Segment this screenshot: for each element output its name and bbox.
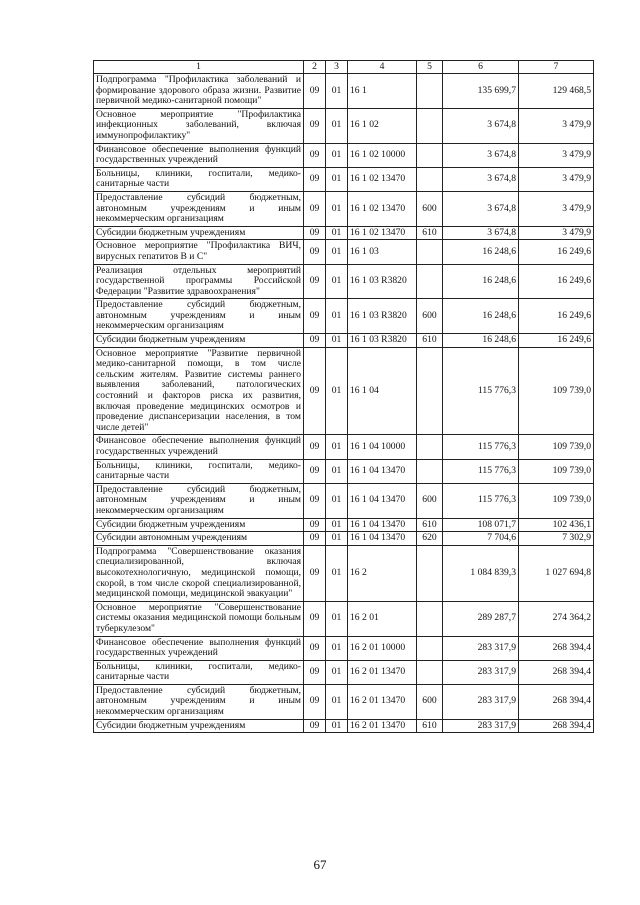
header-cell: 2 bbox=[304, 61, 326, 74]
target-article-cell: 16 1 bbox=[348, 74, 417, 109]
target-article-cell: 16 1 04 13470 bbox=[348, 518, 417, 532]
section-code-cell: 09 bbox=[304, 636, 326, 660]
amount-col7-cell: 16 249,6 bbox=[519, 299, 594, 334]
table-row bbox=[94, 334, 594, 348]
target-article-cell: 16 1 02 13470 bbox=[348, 226, 417, 240]
item-name-cell: Основное мероприятие "Совершенствование системы оказания медицинской помощи больным туберкулезом" bbox=[94, 601, 304, 636]
table-row bbox=[94, 435, 594, 459]
expense-type-cell bbox=[417, 459, 443, 483]
header-cell: 3 bbox=[326, 61, 348, 74]
table-row bbox=[94, 483, 594, 518]
item-name-cell: Предоставление субсидий бюджетным, автономным учреждениям и иным некоммерческим организациям bbox=[94, 684, 304, 719]
page-number: 67 bbox=[313, 857, 327, 872]
amount-col7-cell: 3 479,9 bbox=[519, 108, 594, 143]
header-row bbox=[94, 61, 594, 74]
expense-type-cell bbox=[417, 108, 443, 143]
table-row bbox=[94, 660, 594, 684]
amount-col7-cell: 109 739,0 bbox=[519, 483, 594, 518]
amount-col7-cell: 16 249,6 bbox=[519, 334, 594, 348]
section-code-cell: 09 bbox=[304, 684, 326, 719]
amount-col6-cell: 7 704,6 bbox=[443, 532, 519, 546]
expense-type-cell: 600 bbox=[417, 684, 443, 719]
amount-col6-cell: 16 248,6 bbox=[443, 299, 519, 334]
subsection-code-cell: 01 bbox=[326, 226, 348, 240]
amount-col7-cell: 109 739,0 bbox=[519, 347, 594, 435]
subsection-code-cell: 01 bbox=[326, 191, 348, 226]
section-code-cell: 09 bbox=[304, 264, 326, 299]
amount-col7-cell: 109 739,0 bbox=[519, 459, 594, 483]
subsection-code-cell: 01 bbox=[326, 660, 348, 684]
target-article-cell: 16 2 bbox=[348, 545, 417, 601]
expense-type-cell bbox=[417, 74, 443, 109]
item-name-cell: Больницы, клиники, госпитали, медико-санитарные части bbox=[94, 660, 304, 684]
section-code-cell: 09 bbox=[304, 74, 326, 109]
amount-col6-cell: 16 248,6 bbox=[443, 334, 519, 348]
target-article-cell: 16 2 01 13470 bbox=[348, 684, 417, 719]
table-row bbox=[94, 459, 594, 483]
amount-col7-cell: 3 479,9 bbox=[519, 191, 594, 226]
header-cell: 7 bbox=[519, 61, 594, 74]
target-article-cell: 16 2 01 10000 bbox=[348, 636, 417, 660]
subsection-code-cell: 01 bbox=[326, 108, 348, 143]
header-cell: 1 bbox=[94, 61, 304, 74]
subsection-code-cell: 01 bbox=[326, 240, 348, 264]
section-code-cell: 09 bbox=[304, 143, 326, 167]
amount-col6-cell: 108 071,7 bbox=[443, 518, 519, 532]
budget-table bbox=[93, 60, 594, 733]
subsection-code-cell: 01 bbox=[326, 518, 348, 532]
item-name-cell: Основное мероприятие "Профилактика ВИЧ, вирусных гепатитов В и С" bbox=[94, 240, 304, 264]
table-row bbox=[94, 108, 594, 143]
subsection-code-cell: 01 bbox=[326, 532, 348, 546]
section-code-cell: 09 bbox=[304, 435, 326, 459]
expense-type-cell: 600 bbox=[417, 191, 443, 226]
target-article-cell: 16 1 04 10000 bbox=[348, 435, 417, 459]
table-row bbox=[94, 636, 594, 660]
target-article-cell: 16 1 02 10000 bbox=[348, 143, 417, 167]
table-row bbox=[94, 167, 594, 191]
section-code-cell: 09 bbox=[304, 167, 326, 191]
item-name-cell: Подпрограмма "Совершенствование оказания специализированной, включая высокотехнологичную, медицинской помощи, скорой, в том числе скорой специализированной, медицинской помощи, медицинской эвакуации" bbox=[94, 545, 304, 601]
expense-type-cell bbox=[417, 143, 443, 167]
target-article-cell: 16 1 02 13470 bbox=[348, 191, 417, 226]
amount-col7-cell: 16 249,6 bbox=[519, 240, 594, 264]
item-name-cell: Основное мероприятие "Профилактика инфекционных заболеваний, включая иммунопрофилактику" bbox=[94, 108, 304, 143]
item-name-cell: Подпрограмма "Профилактика заболеваний и формирование здорового образа жизни. Развитие первичной медико-санитарной помощи" bbox=[94, 74, 304, 109]
section-code-cell: 09 bbox=[304, 226, 326, 240]
amount-col6-cell: 3 674,8 bbox=[443, 143, 519, 167]
target-article-cell: 16 1 02 13470 bbox=[348, 167, 417, 191]
expense-type-cell bbox=[417, 167, 443, 191]
section-code-cell: 09 bbox=[304, 191, 326, 226]
expense-type-cell bbox=[417, 636, 443, 660]
table-row bbox=[94, 518, 594, 532]
section-code-cell: 09 bbox=[304, 518, 326, 532]
subsection-code-cell: 01 bbox=[326, 545, 348, 601]
table-row bbox=[94, 347, 594, 435]
target-article-cell: 16 1 03 R3820 bbox=[348, 334, 417, 348]
table-row bbox=[94, 719, 594, 733]
expense-type-cell bbox=[417, 601, 443, 636]
expense-type-cell: 620 bbox=[417, 532, 443, 546]
amount-col7-cell: 1 027 694,8 bbox=[519, 545, 594, 601]
amount-col7-cell: 268 394,4 bbox=[519, 636, 594, 660]
section-code-cell: 09 bbox=[304, 545, 326, 601]
expense-type-cell bbox=[417, 347, 443, 435]
target-article-cell: 16 1 04 13470 bbox=[348, 532, 417, 546]
table-row bbox=[94, 143, 594, 167]
amount-col6-cell: 3 674,8 bbox=[443, 167, 519, 191]
expense-type-cell bbox=[417, 240, 443, 264]
table-row bbox=[94, 191, 594, 226]
amount-col6-cell: 1 084 839,3 bbox=[443, 545, 519, 601]
header-cell: 6 bbox=[443, 61, 519, 74]
subsection-code-cell: 01 bbox=[326, 347, 348, 435]
amount-col7-cell: 274 364,2 bbox=[519, 601, 594, 636]
expense-type-cell: 610 bbox=[417, 719, 443, 733]
amount-col7-cell: 3 479,9 bbox=[519, 226, 594, 240]
target-article-cell: 16 1 03 bbox=[348, 240, 417, 264]
subsection-code-cell: 01 bbox=[326, 264, 348, 299]
amount-col7-cell: 3 479,9 bbox=[519, 167, 594, 191]
amount-col7-cell: 102 436,1 bbox=[519, 518, 594, 532]
expense-type-cell bbox=[417, 660, 443, 684]
amount-col6-cell: 289 287,7 bbox=[443, 601, 519, 636]
target-article-cell: 16 2 01 bbox=[348, 601, 417, 636]
table-row bbox=[94, 299, 594, 334]
table-row bbox=[94, 601, 594, 636]
target-article-cell: 16 1 04 13470 bbox=[348, 459, 417, 483]
amount-col6-cell: 283 317,9 bbox=[443, 636, 519, 660]
amount-col7-cell: 16 249,6 bbox=[519, 264, 594, 299]
section-code-cell: 09 bbox=[304, 299, 326, 334]
table-row bbox=[94, 532, 594, 546]
item-name-cell: Основное мероприятие "Развитие первичной медико-санитарной помощи, в том числе сельским жителям. Развитие системы раннего выявления заболеваний, патологических состояний и факторов риска их развития, включая проведение медицинских осмотров и проведение диспансеризации населения, в том числе детей" bbox=[94, 347, 304, 435]
item-name-cell: Предоставление субсидий бюджетным, автономным учреждениям и иным некоммерческим организациям bbox=[94, 483, 304, 518]
amount-col6-cell: 3 674,8 bbox=[443, 226, 519, 240]
section-code-cell: 09 bbox=[304, 601, 326, 636]
amount-col6-cell: 283 317,9 bbox=[443, 719, 519, 733]
target-article-cell: 16 1 04 bbox=[348, 347, 417, 435]
amount-col6-cell: 135 699,7 bbox=[443, 74, 519, 109]
expense-type-cell: 610 bbox=[417, 518, 443, 532]
item-name-cell: Субсидии бюджетным учреждениям bbox=[94, 226, 304, 240]
amount-col6-cell: 115 776,3 bbox=[443, 483, 519, 518]
section-code-cell: 09 bbox=[304, 719, 326, 733]
amount-col6-cell: 283 317,9 bbox=[443, 684, 519, 719]
expense-type-cell bbox=[417, 264, 443, 299]
target-article-cell: 16 2 01 13470 bbox=[348, 719, 417, 733]
section-code-cell: 09 bbox=[304, 240, 326, 264]
section-code-cell: 09 bbox=[304, 660, 326, 684]
amount-col6-cell: 115 776,3 bbox=[443, 347, 519, 435]
target-article-cell: 16 1 03 R3820 bbox=[348, 264, 417, 299]
item-name-cell: Реализация отдельных мероприятий государственной программы Российской Федерации "Развитие здравоохранения" bbox=[94, 264, 304, 299]
amount-col6-cell: 115 776,3 bbox=[443, 459, 519, 483]
amount-col6-cell: 3 674,8 bbox=[443, 108, 519, 143]
item-name-cell: Субсидии бюджетным учреждениям bbox=[94, 518, 304, 532]
subsection-code-cell: 01 bbox=[326, 459, 348, 483]
amount-col6-cell: 3 674,8 bbox=[443, 191, 519, 226]
section-code-cell: 09 bbox=[304, 347, 326, 435]
amount-col6-cell: 16 248,6 bbox=[443, 240, 519, 264]
subsection-code-cell: 01 bbox=[326, 601, 348, 636]
subsection-code-cell: 01 bbox=[326, 167, 348, 191]
item-name-cell: Финансовое обеспечение выполнения функций государственных учреждений bbox=[94, 435, 304, 459]
amount-col7-cell: 7 302,9 bbox=[519, 532, 594, 546]
subsection-code-cell: 01 bbox=[326, 334, 348, 348]
amount-col7-cell: 129 468,5 bbox=[519, 74, 594, 109]
target-article-cell: 16 1 02 bbox=[348, 108, 417, 143]
subsection-code-cell: 01 bbox=[326, 299, 348, 334]
amount-col6-cell: 16 248,6 bbox=[443, 264, 519, 299]
subsection-code-cell: 01 bbox=[326, 636, 348, 660]
table-row bbox=[94, 545, 594, 601]
target-article-cell: 16 1 03 R3820 bbox=[348, 299, 417, 334]
item-name-cell: Субсидии бюджетным учреждениям bbox=[94, 334, 304, 348]
subsection-code-cell: 01 bbox=[326, 74, 348, 109]
header-cell: 5 bbox=[417, 61, 443, 74]
section-code-cell: 09 bbox=[304, 334, 326, 348]
section-code-cell: 09 bbox=[304, 483, 326, 518]
subsection-code-cell: 01 bbox=[326, 483, 348, 518]
table-row bbox=[94, 684, 594, 719]
item-name-cell: Субсидии бюджетным учреждениям bbox=[94, 719, 304, 733]
amount-col7-cell: 268 394,4 bbox=[519, 719, 594, 733]
item-name-cell: Предоставление субсидий бюджетным, автономным учреждениям и иным некоммерческим организациям bbox=[94, 299, 304, 334]
table-row bbox=[94, 226, 594, 240]
expense-type-cell bbox=[417, 435, 443, 459]
target-article-cell: 16 2 01 13470 bbox=[348, 660, 417, 684]
target-article-cell: 16 1 04 13470 bbox=[348, 483, 417, 518]
amount-col7-cell: 268 394,4 bbox=[519, 684, 594, 719]
section-code-cell: 09 bbox=[304, 532, 326, 546]
item-name-cell: Больницы, клиники, госпитали, медико-санитарные части bbox=[94, 167, 304, 191]
table-row bbox=[94, 240, 594, 264]
expense-type-cell: 610 bbox=[417, 334, 443, 348]
table-row bbox=[94, 74, 594, 109]
item-name-cell: Предоставление субсидий бюджетным, автономным учреждениям и иным некоммерческим организациям bbox=[94, 191, 304, 226]
expense-type-cell: 610 bbox=[417, 226, 443, 240]
expense-type-cell: 600 bbox=[417, 483, 443, 518]
table-body bbox=[94, 74, 594, 733]
section-code-cell: 09 bbox=[304, 459, 326, 483]
subsection-code-cell: 01 bbox=[326, 435, 348, 459]
amount-col7-cell: 268 394,4 bbox=[519, 660, 594, 684]
amount-col7-cell: 109 739,0 bbox=[519, 435, 594, 459]
item-name-cell: Финансовое обеспечение выполнения функций государственных учреждений bbox=[94, 636, 304, 660]
expense-type-cell bbox=[417, 545, 443, 601]
amount-col6-cell: 283 317,9 bbox=[443, 660, 519, 684]
amount-col6-cell: 115 776,3 bbox=[443, 435, 519, 459]
item-name-cell: Финансовое обеспечение выполнения функций государственных учреждений bbox=[94, 143, 304, 167]
header-cell: 4 bbox=[348, 61, 417, 74]
subsection-code-cell: 01 bbox=[326, 719, 348, 733]
expense-type-cell: 600 bbox=[417, 299, 443, 334]
subsection-code-cell: 01 bbox=[326, 684, 348, 719]
table-row bbox=[94, 264, 594, 299]
section-code-cell: 09 bbox=[304, 108, 326, 143]
subsection-code-cell: 01 bbox=[326, 143, 348, 167]
item-name-cell: Субсидии автономным учреждениям bbox=[94, 532, 304, 546]
amount-col7-cell: 3 479,9 bbox=[519, 143, 594, 167]
item-name-cell: Больницы, клиники, госпитали, медико-санитарные части bbox=[94, 459, 304, 483]
